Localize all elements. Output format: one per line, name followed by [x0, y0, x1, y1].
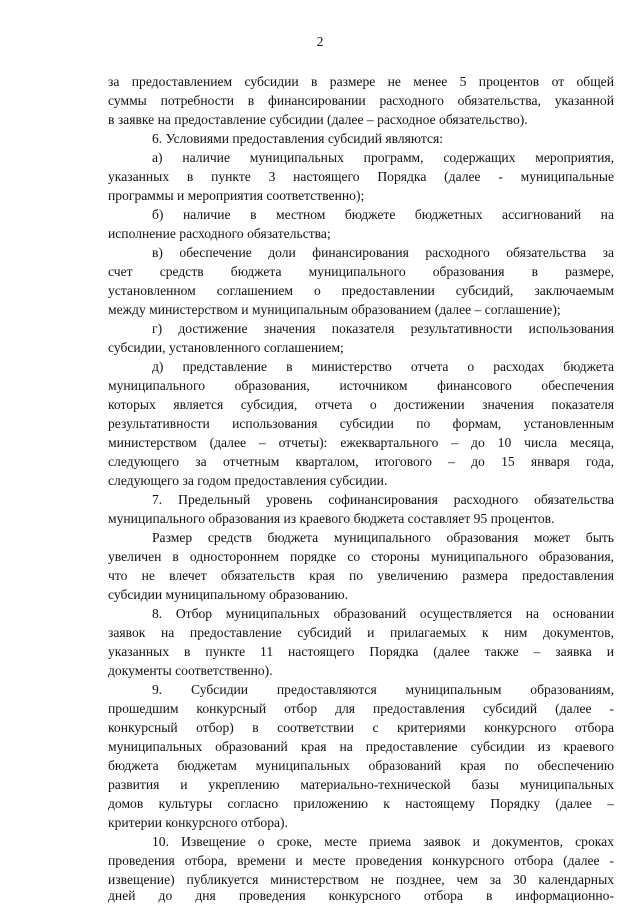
text-line: д) представление в министерство отчета о расходах бюджета	[152, 359, 614, 374]
text-line: следующего за отчетным кварталом, итогового – до 15 января года,	[108, 454, 614, 469]
text-line: г) достижение значения показателя результативности использования	[152, 321, 614, 336]
text-line: б) наличие в местном бюджете бюджетных ассигнований на	[152, 207, 614, 222]
text-line: между министерством и муниципальным образованием (далее – соглашение);	[108, 302, 561, 317]
text-line: увеличен в одностороннем порядке со стороны муниципального образования,	[108, 549, 614, 564]
text-line: Размер средств бюджета муниципального образования может быть	[152, 530, 614, 545]
text-line: что не влечет обязательств края по увеличению размера предоставления	[108, 568, 614, 583]
text-line: конкурсный отбор) в соответствии с критериями конкурсного отбора	[108, 720, 614, 735]
text-line: субсидии муниципальному образованию.	[108, 587, 349, 602]
text-line: заявок на предоставление субсидий и прилагаемых к ним документов,	[108, 625, 614, 640]
text-line: следующего за годом предоставления субсидии.	[108, 473, 388, 488]
text-line: 7. Предельный уровень софинансирования расходного обязательства	[152, 492, 614, 507]
text-line: в заявке на предоставление субсидии (далее – расходное обязательство).	[108, 112, 528, 127]
text-line: муниципальных образований края на предоставление субсидии из краевого	[108, 739, 614, 754]
text-line: развития и укреплению материально-технической базы муниципальных	[108, 777, 614, 792]
text-line: дней до дня проведения конкурсного отбора в информационно-	[108, 888, 614, 903]
text-line: критерии конкурсного отбора).	[108, 815, 288, 830]
text-line: 8. Отбор муниципальных образований осуществляется на основании	[152, 606, 614, 621]
text-line: извещение) публикуется министерством не позднее, чем за 30 календарных	[108, 872, 614, 887]
text-line: указанных в пункте 3 настоящего Порядка (далее - муниципальные	[108, 169, 614, 184]
text-line: проведения отбора, времени и месте проведения конкурсного отбора (далее -	[108, 853, 614, 868]
text-line: результативности использования субсидии по формам, установленным	[108, 416, 614, 431]
text-line: указанных в пункте 11 настоящего Порядка (далее также – заявка и	[108, 644, 614, 659]
text-line: 10. Извещение о сроке, месте приема заявок и документов, сроках	[152, 834, 614, 849]
text-line: счет средств бюджета муниципального образования в размере,	[108, 264, 614, 279]
text-line: 9. Субсидии предоставляются муниципальным образованиям,	[152, 682, 614, 697]
text-line: а) наличие муниципальных программ, содержащих мероприятия,	[152, 150, 614, 165]
text-line: 6. Условиями предоставления субсидий являются:	[152, 131, 444, 146]
page-number: 2	[316, 34, 324, 49]
text-line: установленном соглашением о предоставлении субсидий, заключаемым	[108, 283, 614, 298]
text-line: в) обеспечение доли финансирования расходного обязательства за	[152, 245, 614, 260]
text-line: министерством (далее – отчеты): ежеквартального – до 10 числа месяца,	[108, 435, 614, 450]
text-line: программы и мероприятия соответственно);	[108, 188, 365, 203]
text-line: субсидии, установленного соглашением;	[108, 340, 344, 355]
text-line: исполнение расходного обязательства;	[108, 226, 331, 241]
text-line: прошедшим конкурсный отбор для предоставления субсидий (далее -	[108, 701, 614, 716]
text-line: суммы потребности в финансировании расходного обязательства, указанной	[108, 93, 614, 108]
text-line: которых является субсидия, отчета о достижении значения показателя	[108, 397, 614, 412]
text-line: муниципального образования, источником финансового обеспечения	[108, 378, 614, 393]
text-line: документы соответственно).	[108, 663, 273, 678]
text-line: домов культуры согласно приложению к настоящему Порядку (далее –	[108, 796, 614, 811]
text-line: за предоставлением субсидии в размере не менее 5 процентов от общей	[108, 74, 614, 89]
text-line: муниципального образования из краевого бюджета составляет 95 процентов.	[108, 511, 555, 526]
text-line: бюджета бюджетам муниципальных образований края по обеспечению	[108, 758, 614, 773]
